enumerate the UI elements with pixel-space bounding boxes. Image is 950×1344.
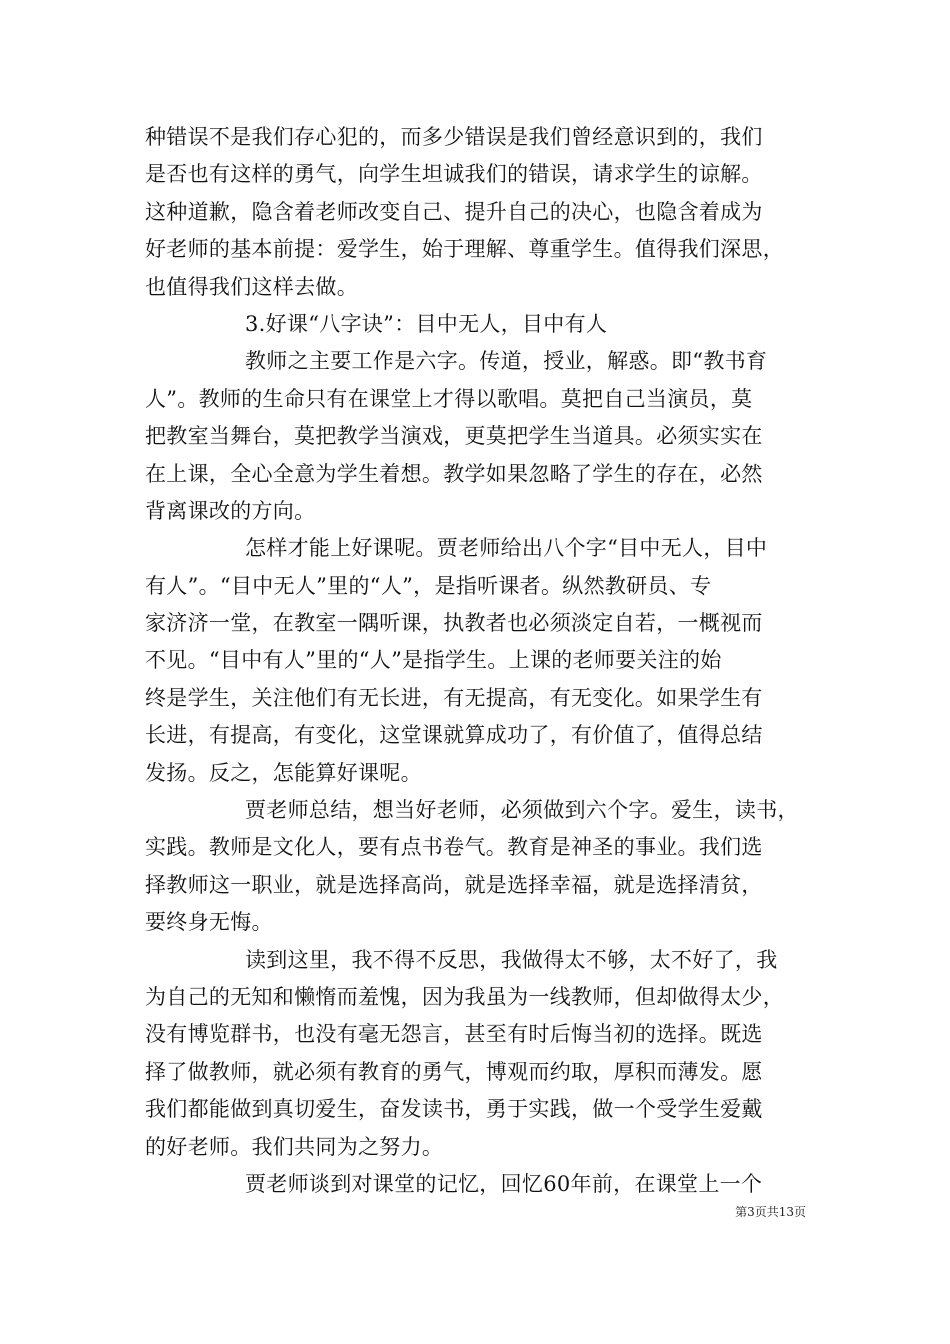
text-line: 没有博览群书，也没有毫无怨言，甚至有时后悔当初的选择。既选 [145, 1022, 763, 1047]
page-number: 第3页共13页 [735, 1205, 806, 1219]
text-line: 择教师这一职业，就是选择高尚，就是选择幸福，就是选择清贫， [145, 872, 763, 897]
text-line: 实践。教师是文化人，要有点书卷气。教育是神圣的事业。我们选 [145, 835, 763, 860]
text-line: 我们都能做到真切爱生，奋发读书，勇于实践，做一个受学生爱戴 [145, 1097, 763, 1122]
text-line: 有人”。“目中无人”里的“人”，是指听课者。纵然教研员、专 [145, 573, 712, 598]
text-line: 教师之主要工作是六字。传道，授业，解惑。即“教书育 [245, 349, 768, 374]
text-line: 贾老师谈到对课堂的记忆，回忆60年前，在课堂上一个 [245, 1171, 763, 1196]
text-line: 种错误不是我们存心犯的，而多少错误是我们曾经意识到的，我们 [145, 125, 763, 149]
text-line: 好老师的基本前提：爱学生，始于理解、尊重学生。值得我们深思， [145, 237, 784, 262]
text-line: 在上课，全心全意为学生着想。教学如果忽略了学生的存在，必然 [145, 461, 763, 486]
text-line: 长进，有提高，有变化，这堂课就算成功了，有价值了，值得总结 [145, 723, 763, 748]
text-line: 3.好课“八字诀”：目中无人，目中有人 [245, 311, 608, 336]
text-line: 怎样才能上好课呢。贾老师给出八个字“目中无人，目中 [245, 536, 768, 561]
text-line: 发扬。反之，怎能算好课呢。 [145, 760, 422, 785]
text-line: 是否也有这样的勇气，向学生坦诚我们的错误，请求学生的谅解。 [145, 162, 763, 187]
text-line: 的好老师。我们共同为之努力。 [145, 1134, 444, 1159]
text-line: 终是学生，关注他们有无长进，有无提高，有无变化。如果学生有 [145, 685, 763, 710]
text-line: 把教室当舞台，莫把教学当演戏，更莫把学生当道具。必须实实在 [145, 424, 763, 449]
text-line: 人”。教师的生命只有在课堂上才得以歌唱。莫把自己当演员，莫 [145, 386, 753, 411]
text-line: 这种道歉，隐含着老师改变自己、提升自己的决心，也隐含着成为 [145, 199, 763, 224]
document-body [145, 119, 835, 1203]
text-line: 不见。“目中有人”里的“人”是指学生。上课的老师要关注的始 [145, 648, 722, 673]
text-line: 读到这里，我不得不反思，我做得太不够，太不好了，我 [245, 947, 778, 972]
text-line: 贾老师总结，想当好老师，必须做到六个字。爱生，读书， [245, 798, 799, 823]
text-line: 家济济一堂，在教室一隅听课，执教者也必须淡定自若，一概视而 [145, 611, 763, 636]
text-line: 要终身无悔。 [145, 910, 273, 935]
text-line: 背离课改的方向。 [145, 498, 316, 523]
text-line: 也值得我们这样去做。 [145, 274, 358, 299]
text-line: 为自己的无知和懒惰而羞愧，因为我虽为一线教师，但却做得太少， [145, 984, 784, 1009]
text-line: 择了做教师，就必须有教育的勇气，博观而约取，厚积而薄发。愿 [145, 1059, 763, 1084]
